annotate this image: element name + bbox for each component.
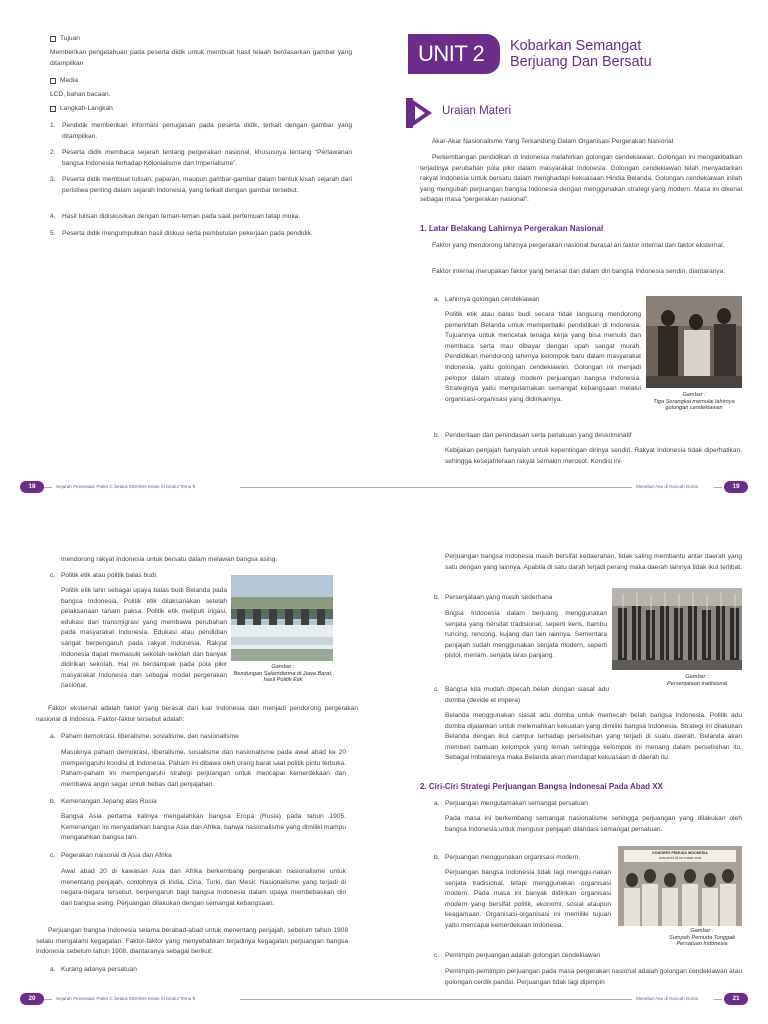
footer-line (240, 999, 384, 1000)
caption-label: Gambar : (271, 664, 295, 670)
photo-tiga-serangkai (646, 296, 742, 388)
tujuan-bullet (50, 34, 80, 45)
page-number: 18 (20, 481, 44, 493)
step-number: 3. (50, 176, 56, 183)
step-item: Peserta didik membaca sejarah tentang pergerakan nasional, khususnya tentang “Perlawanan bangsa Indonesia terhadap Kolonialisme dan Imperialisme”. (62, 149, 352, 167)
footer (384, 993, 768, 1005)
footer (0, 481, 384, 493)
item-text: Pemimpin-pemimpin perjuangan pada masa pergerakan nasional adalah golongan cendekiawan atau golongan cerdik pandai. Perjuangan tidak lagi dipimpin (445, 968, 742, 986)
continued-text: Perjuangan bangsa Indonesia masih bersifat kedaerahan, tidak saling membantu antar daerah yang satu dengan yang lainnya. Apabila di satu darah terjadi perang maka daerah lainnya tidak ikut terlibat. (445, 553, 742, 571)
item-text: Bngsa Indonesia dalam berjuang menggunakan senjata yang bersifat tradisional, seperti keris, bambu runcing, rencong, kujang dan lain lainnya. Sementara penjajah sudah menggunakan senjata modern, seperti pistol, meriam, senjata laras panjang. (445, 610, 607, 660)
page-21 (384, 512, 768, 1024)
caption-label: Gambar : (690, 928, 714, 934)
step-item: Peserta didik mengumpulkan hasil diskusi serta pembetulan pekerjaan pada pendidik. (62, 230, 313, 237)
footer-line (714, 999, 722, 1000)
item-letter: a. (434, 296, 440, 303)
footer-line (44, 487, 52, 488)
item-text: Perjuangan bangsa Indonesia tidak lagi menggu-nakan senjata tradisional, tetapi menggunakan organisasi modern. Pada masa ini banyak didirikan organisasi modern yang bersifat politik, ekonomi, sosial ataupun keagamaan. Organisasi-organisasi ini memiliki tujuan yaitu mencapai kemerdekaan Indonesia. (445, 869, 611, 929)
photo-image (231, 575, 333, 661)
item-title: Penderitaan dan penindasan serta perlakuan yang deskriminatif (445, 432, 632, 439)
item-title: Perjuangan mengutamakan semangat persatuan (445, 800, 588, 807)
item-text: Belanda menggunakan siasat adu domba untuk memecah belah bangsa Indonesia. Politik adu domba dijalankan untuk melemahkan kekuatan yang dimiliki bangsa Indonesia. Strategi ini dilakukan Belanda dengan ikut campur terhadap perselisihan yang terjadi di suatu daerah. Belanda akan memberi bantuan kelompok yang lemah sehingga kelompok ini menang dalam perselisihan itu. Sebagai imbalannya maka Belanda akan mendapat kekuasaan di daerah itu. (445, 712, 742, 762)
item-text: Politik etik lahir sebagai upaya balas budi Belanda pada bangsa Indonesia. Politik etik dilaksanakan setelah pelaksanaan tanam paksa. Politik etik meliputi irigasi, edukasi dan transmigrasi yang membawa perubahan pada masyarakat Indonesia. Edukasi atau pendidian sangat berpengaruh pada rakyat Indonesia. Rakyat Indonesia dapat memasuki sekolah-sekolah dan banyak didirikan sekolah. Hal ini berdampak pada pola pikir masyarakat Indonesia dan sebagai modal pergerakan nasional. (61, 587, 227, 690)
page-number: 20 (20, 993, 44, 1005)
item-title: Perjuangan menggunakan organisasi modern. (445, 854, 581, 861)
caption-label: Gambar : (682, 392, 706, 398)
footer-text: Menebar Asa di Kancah Dunia (636, 996, 699, 1001)
item-letter: b. (434, 854, 440, 861)
footer-text: Menebar Asa di Kancah Dunia (636, 484, 699, 489)
item-letter: a. (434, 800, 440, 807)
item-text: Pada masa ini berkembang semangat nasionalisme sehingga perjuangan yang dilakukan oleh bangsa Indonesia untuk mengusir penjajah dilandasi semangat persatuan. (445, 815, 742, 833)
page-number: 21 (724, 993, 748, 1005)
section-title: Uraian Materi (442, 105, 512, 117)
photo-banner-sub: DJAKARTA 28 OKTOBER 1928 (658, 856, 702, 860)
item-text: Bangsa Asia pertama kalinya mengalahkan bangsa Eropa (Rusia) pada tahun 1905. Kemenangan ini menyadarkan bangsa Asia dan Afrika, bahwa nasionalisme yang dimiliki mampu mengalahkan bangsa lain. (61, 813, 346, 842)
footer-line (714, 487, 722, 488)
item-title: Paham demokrasi, liberalisme, sosialisme, dan nasionalisme (61, 733, 239, 740)
item-text: Masuknya paham demokrasi, liberalisme, sosialisme dan nasionalisme pada awal abad ke 20 mempengaruhi kondisi di Indonesia. Paham ini dibawa oleh orang barat saat politik pintu terbuka. Paham-paham ini mempengaruhi strategi perjuangan untuk mencapai kemerdekaan dan membawa angin segar untuk bebas dari penjajahan. (61, 749, 346, 788)
intro-paragraph: Perkembangan pendidikan di Indonesia melahirkan golongan cendekiawan. Golongan ini mengakibatkan terjadinya perubahan pola pikir dalam masyarakat Indonesia. Golongan cendekiawan telah menyadarkan rakyat Indonesia untuk bersatu dalam menghadapi kekuasaan Hindia Belanda. Golongan cendekiawan inilah yang mengubah perjuangan bangsa Indonesia dengan menggunakan strategi yang modern. Masa ini dikenal sebagai masa “pergerakan nasional”. (420, 154, 742, 204)
step-number: 1. (50, 122, 56, 129)
photo-image (646, 296, 742, 388)
item-letter: c. (50, 852, 56, 859)
checkbox-icon (50, 78, 56, 84)
play-icon (406, 98, 432, 128)
step-item: Peserta didik membuat tulisan, paparan, maupun gambar-gambar dalam bentuk kisah sejarah dari peristiwa penting dalam sejarah Indonesia, yang terkait dengan gambar tersebut. (62, 176, 352, 194)
paragraph: Faktor internal merupakan faktor yang berasal dari dalam diri bangsa Indonesia sendiri, diantaranya: (432, 268, 726, 275)
photo-sumpah-pemuda (618, 846, 742, 926)
step-number: 4. (50, 213, 56, 220)
caption-text: Bendungan Salamdarma di Jawa Barat, hasil Politik Etik (233, 670, 333, 684)
tujuan-label: Tujuan (60, 35, 80, 42)
step-item: Hasil tulisan didiskusikan dengan teman-teman pada saat pertemuan tatap muka. (62, 213, 301, 220)
media-bullet (50, 76, 78, 87)
item-letter: b. (50, 798, 56, 805)
item-letter: c. (50, 572, 56, 579)
item-title: Kurang adanya persatuan (61, 966, 137, 973)
caption-text: Persenjataan tradisional (666, 680, 727, 687)
photo-banner: KONGRES PEMUDA INDONESIA (652, 851, 708, 855)
photo-caption (652, 674, 742, 687)
caption-text: Sumpah Pemuda Tonggak Persatuan Indonesia (668, 934, 736, 948)
item-title: Politik etik atau politik balas budi. (61, 572, 158, 579)
item-title: Kemenangan Jepang atas Rusia (61, 798, 157, 805)
page-number: 19 (724, 481, 748, 493)
photo-persenjataan (612, 588, 742, 670)
photo-caption (646, 392, 742, 412)
footer-text: Sejarah Peminatan Paket C Setara SMA/MA Kelas XI Modul Tema 9 (56, 996, 196, 1001)
caption-label: Gambar : (685, 674, 709, 680)
item-title: Lahirnya golongan cendekiawan (445, 296, 540, 303)
paragraph: Perjuangan bangsa Indonesia selama berabad-abad untuk menentang penjajah, sebelum tahun 1908 selalu mengalami kegagalan. Faktor-faktor yang menyebabkan terjadinya kegagalan perjuangan bangsa Indonesia sebelum tahun 1908, diantaranya sebagai berikut: (36, 927, 348, 956)
caption-text: Tiga Serangkai memulai lahirnya golongan cendekiawan (653, 398, 735, 412)
item-text: Politik etik atau balas budi secara tidak langsung mendorong pemerintah Belanda untuk memperbaiki pendidikan di Indonesia. Tujuannya untuk mencetak tenaga kerja yang bisa menulis dan membaca serta mau dibayar dengan upah sangat murah. Pendidikan mendorong lahirnya kelompok baru dalam masyarakat Indonesia, yaitu golongan cendekiawan. Golongan ini menjadi pelopor dalam strategi modern perjuangan bangsa Indonesia. Strateginya yaitu mengutamakan semangat kebangsaan melalui organisasi-organisasi yang didirikannya. (445, 311, 641, 403)
page-19 (384, 0, 768, 512)
photo-bendungan (231, 575, 333, 661)
paragraph: Faktor eksternal adalah faktor yang berasal dari luar Indonesia dan menjadi pendorong pergerakan nasional di Indoesia. Faktor-faktor tersebut adalah: (36, 705, 358, 723)
paragraph: Faktor yang mendorong lahirnya pergerakan nasional berasal ari faktor internal dan faktor eksternal. (432, 242, 725, 249)
checkbox-icon (50, 106, 56, 112)
footer (384, 481, 768, 493)
unit-title-line: Kobarkan Semangat (510, 38, 642, 54)
item-letter: b. (434, 432, 440, 439)
unit-title-line: Berjuang Dan Bersatu (510, 54, 652, 70)
footer-line (384, 999, 632, 1000)
photo-image (612, 588, 742, 670)
item-letter: b. (434, 594, 440, 601)
footer-text: Sejarah Peminatan Paket C Setara SMA/MA Kelas XI Modul Tema 9 (56, 484, 196, 489)
footer (0, 993, 384, 1005)
continued-text: mendorong rakyat Indonesia untuk bersatu dalam melawan bangsa asing. (61, 556, 278, 563)
footer-line (384, 487, 632, 488)
tujuan-text: Memberikan pengetahuan pada peserta didik untuk membuat hasil telaah berdasarkan gambar yang ditampilkan (50, 49, 352, 67)
step-number: 2. (50, 149, 56, 156)
item-text: Awal abad 20 di kawasan Asia dan Afrika berkembang pergerakan nasionalisme untuk menentang penjajah, contohnya di India, Cina, Turki, dan Mesir. Nasionalisme yang terjadi di negara-negara tersebut, berpengaruh bagi bangsa Indonesia dalam upaya membebaskan diri dari bangsa asing. Perjuangan dilakukan dengan semangat kebangsaan. (61, 868, 346, 907)
footer-line (240, 487, 384, 488)
langkah-label: Langkah-Langkah (60, 105, 113, 112)
page-18 (0, 0, 384, 512)
photo-caption (662, 928, 742, 948)
photo-caption (228, 664, 338, 684)
media-label: Media (60, 77, 78, 84)
item-letter: c. (434, 952, 440, 959)
item-title: Pemimpin perjuangan adalah golongan cendekiawan (445, 952, 601, 959)
footer-line (44, 999, 52, 1000)
langkah-bullet (50, 104, 113, 115)
heading-ciri-ciri: 2. Ciri-Ciri Strategi Perjuangan Bangsa Indonesai Pada Abad XX (420, 782, 663, 791)
step-number: 5. (50, 230, 56, 237)
unit-badge: UNIT 2 (408, 34, 500, 74)
step-item: Pendidik memberikan informasi penugasan pada peserta didik, terkait dengan gambar yang ditampilkan. (62, 122, 352, 140)
item-text: Kebijakan penjajah hanyalah untuk kepentingan dirinya sendiri. Rakyat Indonesia tidak diperhatikan, sehingga kesejahteraan rakyat semakin merosot. Kondisi ini (445, 447, 742, 465)
unit-title (510, 38, 652, 70)
item-letter: c. (434, 686, 440, 693)
item-title: Pegerakan naisonal di Asia dan Afrika (61, 852, 172, 859)
item-title: Persenjataan yang masih sederhana (445, 594, 553, 601)
item-letter: a. (50, 733, 56, 740)
media-text: LCD, bahan bacaan. (50, 91, 111, 98)
checkbox-icon (50, 36, 56, 42)
item-title: Bangsa kita mudah dipecah belah dengan siasat adu domba (devide et impera) (445, 686, 609, 704)
intro-heading: Akar-Akar Nasionalisme Yang Terkandung Dalam Organisasi Pergerakan Nasional (432, 138, 674, 145)
heading-latar-belakang: 1. Latar Belakang Lahirnya Pergerakan Nasional (420, 224, 604, 233)
item-letter: a. (50, 966, 56, 973)
page-20 (0, 512, 384, 1024)
